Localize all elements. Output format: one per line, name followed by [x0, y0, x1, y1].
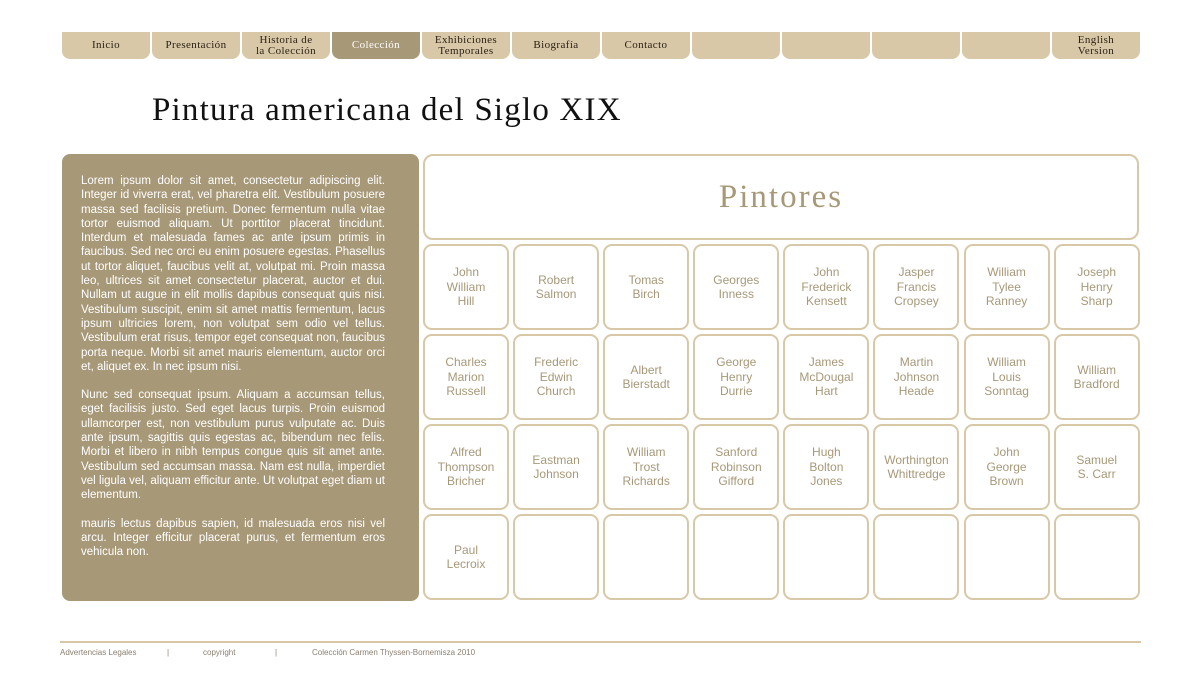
- painter-cell[interactable]: Tomas Birch: [603, 244, 689, 330]
- painter-cell-empty: [873, 514, 959, 600]
- collection-credit: Colección Carmen Thyssen-Bornemisza 2010: [312, 648, 476, 657]
- painter-cell[interactable]: John George Brown: [964, 424, 1050, 510]
- page-title: Pintura americana del Siglo XIX: [152, 92, 622, 128]
- nav-tab-empty-1: [692, 32, 780, 59]
- painter-cell-empty: [513, 514, 599, 600]
- nav-tab-inicio[interactable]: Inicio: [62, 32, 150, 59]
- painter-cell[interactable]: William Tylee Ranney: [964, 244, 1050, 330]
- painter-cell[interactable]: Frederic Edwin Church: [513, 334, 599, 420]
- nav-tab-english-version[interactable]: English Version: [1052, 32, 1140, 59]
- nav-tab-presentacion[interactable]: Presentación: [152, 32, 240, 59]
- footer-separator: |: [167, 648, 170, 657]
- painter-cell[interactable]: Jasper Francis Cropsey: [873, 244, 959, 330]
- footer-divider: [60, 641, 1141, 643]
- nav-tab-empty-2: [782, 32, 870, 59]
- legal-link[interactable]: Advertencias Legales: [60, 648, 137, 657]
- painter-cell[interactable]: Charles Marion Russell: [423, 334, 509, 420]
- nav-tab-empty-4: [962, 32, 1050, 59]
- painter-cell[interactable]: Joseph Henry Sharp: [1054, 244, 1140, 330]
- main-nav: [62, 32, 1140, 59]
- intro-paragraph-2: Nunc sed consequat ipsum. Aliquam a accumsan tellus, eget facilisis justo. Sed eget lacus turpis. Proin euismod ullamcorper est, non vestibulum purus vulputate ac. Duis ante ipsum, sagittis quis egestas ac, bibendum nec felis. Morbi et libero in nibh tempus congue quis sit amet ante. Vestibulum sed accumsan massa. Nam est nulla, imperdiet vel ligula vel, aliquam efficitur ante. Ut volutpat eget diam ut elementum.: [81, 389, 385, 502]
- painters-heading: Pintores: [423, 154, 1139, 240]
- nav-tab-historia[interactable]: Historia de la Colección: [242, 32, 330, 59]
- footer-separator: |: [275, 648, 278, 657]
- painter-cell[interactable]: George Henry Durrie: [693, 334, 779, 420]
- painter-cell[interactable]: Eastman Johnson: [513, 424, 599, 510]
- intro-paragraph-3: mauris lectus dapibus sapien, id malesuada eros nisi vel arcu. Integer efficitur placerat purus, et fermentum eros vehicula non.: [81, 517, 385, 559]
- intro-paragraph-1: Lorem ipsum dolor sit amet, consectetur adipiscing elit. Integer id viverra erat, vel pharetra elit. Vestibulum posuere massa sed facilisis pretium. Donec fermentum nulla vitae tortor euismod aliquam. Ut porttitor placerat tincidunt. Interdum et malesuada fames ac ante ipsum primis in faucibus. Sed nec orci eu enim posuere egestas. Phasellus ut tortor aliquet, faucibus velit at, volutpat mi. Proin massa leo, ultrices sit amet consectetur placerat, auctor et dui. Nullam ut augue in elit mollis dapibus consequat quis nisi. Vestibulum suscipit, enim sit amet mattis fermentum, lacus ipsum ultricies lorem, non volutpat sem odio vel tellus. Vestibulum erat risus, tempor eget consequat non, faucibus porta neque. Morbi sit amet mauris elementum, auctor orci et, aliquet ex. In nec ipsum nisi.: [81, 175, 385, 373]
- painter-cell-empty: [783, 514, 869, 600]
- painter-cell-empty: [693, 514, 779, 600]
- painter-cell[interactable]: Samuel S. Carr: [1054, 424, 1140, 510]
- nav-tab-exhibiciones[interactable]: Exhibiciones Temporales: [422, 32, 510, 59]
- painter-cell-empty: [1054, 514, 1140, 600]
- nav-tab-empty-3: [872, 32, 960, 59]
- painter-cell[interactable]: William Bradford: [1054, 334, 1140, 420]
- painter-cell[interactable]: John Frederick Kensett: [783, 244, 869, 330]
- painter-cell[interactable]: Hugh Bolton Jones: [783, 424, 869, 510]
- painter-cell[interactable]: Sanford Robinson Gifford: [693, 424, 779, 510]
- painter-cell[interactable]: Paul Lecroix: [423, 514, 509, 600]
- nav-tab-biografia[interactable]: Biografía: [512, 32, 600, 59]
- nav-tab-coleccion[interactable]: Colección: [332, 32, 420, 59]
- painter-cell[interactable]: Albert Bierstadt: [603, 334, 689, 420]
- painter-cell-empty: [964, 514, 1050, 600]
- nav-tab-contacto[interactable]: Contacto: [602, 32, 690, 59]
- painter-cell[interactable]: Georges Inness: [693, 244, 779, 330]
- painter-cell[interactable]: Alfred Thompson Bricher: [423, 424, 509, 510]
- intro-text-panel: [62, 154, 419, 601]
- painter-cell[interactable]: Robert Salmon: [513, 244, 599, 330]
- painters-grid: [423, 244, 1140, 600]
- painter-cell[interactable]: James McDougal Hart: [783, 334, 869, 420]
- painter-cell[interactable]: Worthington Whittredge: [873, 424, 959, 510]
- painter-cell-empty: [603, 514, 689, 600]
- painter-cell[interactable]: William Louis Sonntag: [964, 334, 1050, 420]
- painter-cell[interactable]: Martin Johnson Heade: [873, 334, 959, 420]
- painter-cell[interactable]: William Trost Richards: [603, 424, 689, 510]
- copyright-link[interactable]: copyright: [203, 648, 236, 657]
- painter-cell[interactable]: John William Hill: [423, 244, 509, 330]
